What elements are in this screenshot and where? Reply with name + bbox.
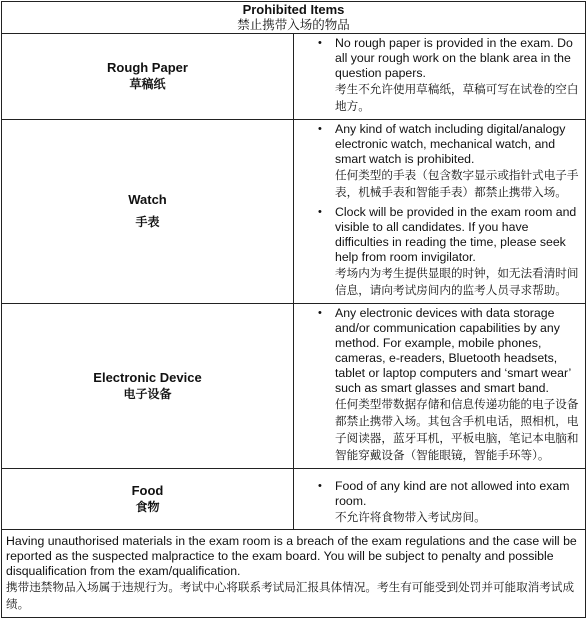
bullet-icon: • [318,123,322,135]
list-item [294,122,579,201]
row-label-en: Rough Paper [107,60,188,75]
label-cell [2,304,294,469]
bullet-text-en: Clock will be provided in the exam room and visible to all candidates. If you have difficulties in reading the time, please seek help from room invigilator. [335,205,577,264]
row-rough-paper [2,34,586,120]
row-label-en: Watch [128,192,167,207]
label-cell [2,34,294,120]
title-row [2,2,586,34]
bullet-text-en: Food of any kind are not allowed into exam room. [335,479,570,508]
row-label-zh: 食物 [135,499,160,514]
row-label-zh: 草稿纸 [129,77,166,91]
title-en: Prohibited Items [242,2,345,17]
content-cell [294,34,586,120]
list-item [294,479,579,525]
title-zh: 禁止携带入场的物品 [237,17,350,32]
label-cell [2,120,294,304]
label-cell [2,469,294,530]
list-item [294,306,579,464]
row-label-en: Electronic Device [93,369,202,385]
title-cell [2,2,586,34]
footer-row [2,530,586,618]
prohibited-items-table [1,1,586,618]
footer-text-en: Having unauthorised materials in the exam room is a breach of the exam regulations and the case will be reported as the suspected malpractice to the exam board. You will be subject to penalty and possible disqualification from the exam/qualification. [6,534,577,578]
bullet-text-en: No rough paper is provided in the exam. Do all your rough work on the blank area in the question papers. [335,36,573,80]
footer-text-zh: 携带违禁物品入场属于违规行为。考试中心将联系考试局汇报具体情况。考生有可能受到处罚并可能取消考试成绩。 [6,580,575,611]
row-watch [2,120,586,304]
content-cell [294,304,586,469]
row-food [2,469,586,530]
bullet-text-zh: 不允许将食物带入考试房间。 [335,510,486,524]
bullet-text-en: Any kind of watch including digital/analogy electronic watch, mechanical watch, and smart watch is prohibited. [335,122,566,166]
content-cell [294,120,586,304]
bullet-text-zh: 考生不允许使用草稿纸，草稿可写在试卷的空白地方。 [335,82,579,113]
row-label-zh: 电子设备 [123,386,172,401]
bullet-text-zh: 任何类型的手表（包含数字显示或指针式电子手表，机械手表和智能手表）都禁止携带入场。 [335,168,579,199]
bullet-text-en: Any electronic devices with data storage and/or communication capabilities by any method. For example, mobile phones, cameras, e-readers, Bluetooth headsets, tablet or laptop computers and ‘smart wear’ such as smart glasses and smart band. [335,306,571,395]
prohibited-items-document [1,1,586,611]
list-item [294,36,579,115]
footer-cell [2,530,586,618]
row-electronic-device [2,304,586,469]
bullet-icon: • [318,206,322,218]
bullet-icon: • [318,307,322,319]
bullet-text-zh: 任何类型带数据存储和信息传递功能的电子设备都禁止携带入场。其包含手机电话，照相机，电子阅读器，蓝牙耳机，平板电脑，笔记本电脑和智能穿戴设备（智能眼镜，智能手环等）。 [335,397,579,462]
list-item [294,205,579,299]
content-cell [294,469,586,530]
bullet-icon: • [318,37,322,49]
row-label-zh: 手表 [135,215,160,229]
bullet-text-zh: 考场内为考生提供显眼的时钟，如无法看清时间信息，请向考试房间内的监考人员寻求帮助。 [335,266,579,297]
row-label-en: Food [131,482,164,498]
bullet-icon: • [318,480,322,492]
